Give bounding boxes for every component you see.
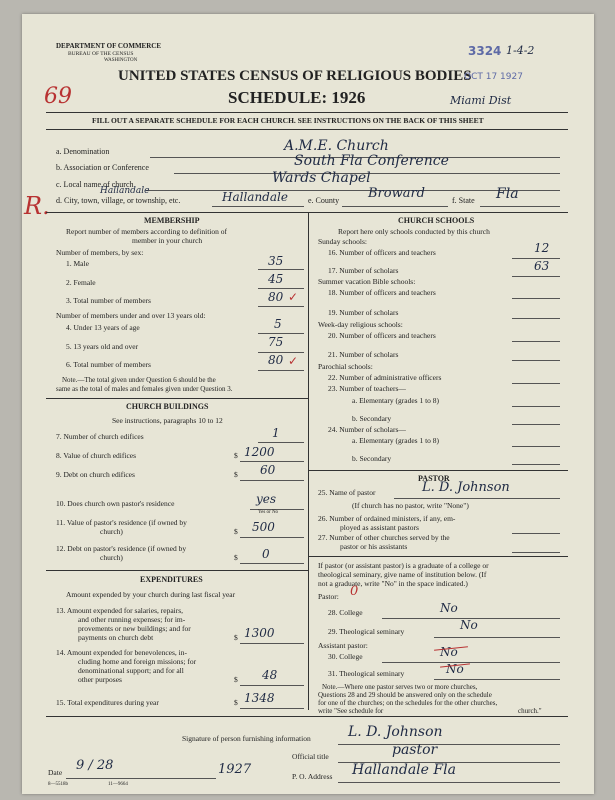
q9-dollar: $ (234, 470, 238, 479)
schools-sub: Report here only schools conducted by this church (338, 227, 490, 236)
q3-check-icon: ✓ (288, 290, 299, 304)
pastor-sublabel: Pastor: (318, 592, 339, 601)
q19-line (512, 318, 560, 319)
q8-label: 8. Value of church edifices (56, 451, 137, 460)
q7-label: 7. Number of church edifices (56, 432, 144, 441)
graduate-note2: theological seminary, give name of institution below. (If (318, 570, 487, 579)
membership-sub2: member in your church (132, 236, 203, 245)
q26-label-b: ployed as assistant pastors (340, 523, 419, 532)
q6-value: 80 (268, 353, 284, 367)
q6-check-icon: ✓ (288, 354, 299, 368)
q12-dollar: $ (234, 553, 238, 562)
graduate-note3: not a graduate, write "No" in the space indicated.) (318, 579, 468, 588)
q15-dollar: $ (234, 698, 238, 707)
state-line (480, 206, 560, 207)
q11-value: 500 (252, 520, 275, 534)
q13-label-d: payments on church debt (78, 633, 154, 642)
denomination-label: a. Denomination (56, 147, 110, 156)
q24a-line (512, 446, 560, 447)
form-title: UNITED STATES CENSUS OF RELIGIOUS BODIES (118, 68, 472, 84)
section-bottom-rule (46, 716, 568, 717)
q30-line (382, 662, 560, 663)
q30-label: 30. College (328, 652, 363, 661)
q28-label: 28. College (328, 608, 363, 617)
q23-label: 23. Number of teachers— (328, 384, 406, 393)
q14-label-a: 14. Amount expended for benevolences, in- (56, 648, 188, 657)
city-value: Hallandale (222, 190, 288, 204)
state-value: Fla (496, 186, 519, 202)
pastor-note3: for one of the churches; on the schedules for the other churches, (318, 699, 498, 707)
q17-line (512, 276, 560, 277)
schools-heading: CHURCH SCHOOLS (398, 216, 475, 225)
official-title-label: Official title (292, 752, 329, 761)
county-line (342, 206, 448, 207)
q2-line (258, 288, 304, 289)
conference-value: South Fla Conference (294, 153, 449, 169)
signature-label: Signature of person furnishing information (182, 734, 311, 743)
q15-label: 15. Total expenditures during year (56, 698, 159, 707)
local-name-value: Wards Chapel (272, 170, 371, 186)
q3-line (258, 306, 304, 307)
q31-line (434, 679, 560, 680)
q12-line (240, 563, 304, 564)
q27-label-b: pastor or his assistants (340, 542, 408, 551)
expenditures-rule (46, 570, 308, 571)
q24b-label: b. Secondary (352, 454, 392, 463)
q26-label-a: 26. Number of ordained ministers, if any, em- (318, 514, 456, 523)
form-number-1: 8—5518b (48, 782, 68, 787)
q18-line (512, 298, 560, 299)
q31-value: No (446, 662, 464, 676)
q29-label: 29. Theological seminary (328, 627, 405, 636)
q23a-line (512, 406, 560, 407)
instruction-line: FILL OUT A SEPARATE SCHEDULE FOR EACH CHURCH. SEE INSTRUCTIONS ON THE BACK OF THIS SHEET (92, 116, 484, 125)
membership-note2: same as the total of males and females given under Question 3. (56, 385, 233, 393)
pastor-note4: write "See schedule for (318, 707, 384, 715)
city-line (212, 206, 304, 207)
q9-line (240, 480, 304, 481)
date-label: Date (48, 768, 63, 777)
q11-label-b: church) (100, 527, 123, 536)
q12-label-b: church) (100, 553, 123, 562)
instruction-rule (46, 129, 568, 130)
received-date-stamp: OCT 17 1927 (464, 72, 523, 82)
dept-label: DEPARTMENT OF COMMERCE (56, 42, 162, 50)
q27-label-a: 27. Number of other churches served by the (318, 533, 450, 542)
q3-label: 3. Total number of members (66, 296, 151, 305)
city-above-value: Hallandale (100, 186, 150, 196)
schedule-title: SCHEDULE: 1926 (228, 88, 366, 107)
parochial-label: Parochial schools: (318, 362, 373, 371)
q26-line (512, 533, 560, 534)
q15-line (240, 708, 304, 709)
under-over-label: Number of members under and over 13 years old: (56, 311, 206, 320)
section-top-rule (46, 212, 568, 213)
buildings-heading: CHURCH BUILDINGS (126, 402, 209, 411)
q1-line (258, 269, 304, 270)
schedule-number-hand: 1-4-2 (506, 44, 535, 57)
signature-line (338, 744, 560, 745)
q8-value: 1200 (244, 445, 275, 459)
q17-label: 17. Number of scholars (328, 266, 399, 275)
q10-label: 10. Does church own pastor's residence (56, 499, 175, 508)
q3-value: 80 (268, 290, 284, 304)
q4-line (258, 333, 304, 334)
q29-line (434, 637, 560, 638)
q4-label: 4. Under 13 years of age (66, 323, 140, 332)
official-title-value: pastor (392, 742, 438, 758)
schedule-number-stamp: 3324 (468, 44, 502, 58)
expenditures-heading: EXPENDITURES (140, 575, 203, 584)
expenditures-sub: Amount expended by your church during last fiscal year (66, 590, 236, 599)
q5-value: 75 (268, 335, 284, 349)
q22-line (512, 383, 560, 384)
date-line (66, 778, 216, 779)
q13-label-c: provements or new buildings; and for (78, 624, 191, 633)
pastor-note2: Questions 28 and 29 should be answered only on the schedule (318, 691, 492, 699)
district-note: Miami Dist (450, 94, 512, 107)
q22-label: 22. Number of administrative officers (328, 373, 442, 382)
weekday-label: Week-day religious schools: (318, 320, 403, 329)
census-schedule-sheet (22, 14, 594, 794)
pastor-note1: Note.—Where one pastor serves two or more churches, (322, 683, 478, 691)
q20-line (512, 341, 560, 342)
city-label: WASHINGTON (104, 58, 138, 63)
q1-value: 35 (268, 254, 284, 268)
graduate-note1: If pastor (or assistant pastor) is a graduate of a college or (318, 561, 489, 570)
q24-label: 24. Number of scholars— (328, 425, 406, 434)
q13-value: 1300 (244, 626, 275, 640)
header-rule (46, 112, 568, 113)
q8-dollar: $ (234, 451, 238, 460)
pastor-heading: PASTOR (418, 474, 450, 483)
sunday-label: Sunday schools: (318, 237, 367, 246)
q10-value: yes (256, 492, 277, 506)
q25-value: L. D. Johnson (422, 480, 510, 495)
q31-label: 31. Theological seminary (328, 669, 405, 678)
po-address-label: P. O. Address (292, 772, 333, 781)
q20-label: 20. Number of officers and teachers (328, 331, 436, 340)
q12-value: 0 (262, 547, 270, 561)
q27-line (512, 552, 560, 553)
signature-value: L. D. Johnson (348, 724, 443, 740)
summer-label: Summer vacation Bible schools: (318, 277, 416, 286)
q4-value: 5 (274, 317, 282, 331)
q10-sublabel: Yes or No (258, 510, 279, 515)
graduate-rule (308, 556, 568, 557)
q6-label: 6. Total number of members (66, 360, 151, 369)
membership-sub1: Report number of members according to definition of (66, 227, 227, 236)
state-label: f. State (452, 196, 475, 205)
red-mark-69: 69 (44, 84, 72, 109)
city-label-field: d. City, town, village, or township, etc. (56, 196, 181, 205)
q16-label: 16. Number of officers and teachers (328, 248, 436, 257)
q2-value: 45 (268, 272, 284, 286)
q29-value: No (460, 618, 478, 632)
q2-label: 2. Female (66, 278, 96, 287)
pastor-rule (308, 470, 568, 471)
red-mark-r: R. (24, 192, 50, 220)
q14-line (240, 685, 304, 686)
q14-label-b: cluding home and foreign missions; for (78, 657, 197, 666)
q11-line (240, 537, 304, 538)
q28-value: No (440, 601, 458, 615)
po-address-line (338, 782, 560, 783)
buildings-sub: See instructions, paragraphs 10 to 12 (112, 416, 223, 425)
q13-label-b: and other running expenses; for im- (78, 615, 186, 624)
q11-dollar: $ (234, 527, 238, 536)
q9-label: 9. Debt on church edifices (56, 470, 135, 479)
q14-value: 48 (262, 668, 278, 682)
q19-label: 19. Number of scholars (328, 308, 399, 317)
q25-sub: (If church has no pastor, write "None") (352, 501, 469, 510)
q13-label-a: 13. Amount expended for salaries, repairs, (56, 606, 184, 615)
date-year: 1927 (218, 762, 252, 777)
membership-heading: MEMBERSHIP (144, 216, 200, 225)
date-value: 9 / 28 (76, 758, 114, 773)
q23a-label: a. Elementary (grades 1 to 8) (352, 396, 440, 405)
membership-note1: Note.—The total given under Question 6 should be the (62, 376, 216, 384)
assistant-sublabel: Assistant pastor: (318, 641, 368, 650)
q21-line (512, 360, 560, 361)
q11-label-a: 11. Value of pastor's residence (if owned by (56, 518, 187, 527)
q23b-line (512, 424, 560, 425)
q1-label: 1. Male (66, 259, 89, 268)
po-address-value: Hallandale Fla (352, 762, 456, 778)
q21-label: 21. Number of scholars (328, 350, 399, 359)
local-name-label: c. Local name of church (56, 180, 134, 189)
q9-value: 60 (260, 463, 276, 477)
q25-line (394, 498, 560, 499)
q15-value: 1348 (244, 691, 275, 705)
q13-dollar: $ (234, 633, 238, 642)
q30-value: No (440, 645, 458, 659)
q7-value: 1 (272, 426, 280, 440)
q7-line (258, 442, 304, 443)
by-sex-label: Number of members, by sex: (56, 248, 144, 257)
q24a-label: a. Elementary (grades 1 to 8) (352, 436, 440, 445)
denomination-value: A.M.E. Church (284, 138, 389, 154)
q25-label: 25. Name of pastor (318, 488, 376, 497)
q13-line (240, 643, 304, 644)
q16-value: 12 (534, 241, 550, 255)
q14-label-c: denominational support; and for all (78, 666, 184, 675)
q17-value: 63 (534, 259, 550, 273)
conference-label: b. Association or Conference (56, 163, 149, 172)
q6-line (258, 370, 304, 371)
q8-line (240, 461, 304, 462)
q23b-label: b. Secondary (352, 414, 392, 423)
pastor-red-mark: 0 (350, 584, 359, 599)
q14-label-d: other purposes (78, 675, 122, 684)
county-label: e. County (308, 196, 340, 205)
q5-label: 5. 13 years old and over (66, 342, 139, 351)
buildings-rule (46, 398, 308, 399)
q18-label: 18. Number of officers and teachers (328, 288, 436, 297)
q12-label-a: 12. Debt on pastor's residence (if owned by (56, 544, 187, 553)
q14-dollar: $ (234, 675, 238, 684)
form-number-2: 11—9664 (108, 782, 128, 787)
pastor-note5: church." (518, 707, 542, 715)
bureau-label: BUREAU OF THE CENSUS (68, 51, 134, 57)
q24b-line (512, 464, 560, 465)
column-divider (308, 212, 309, 710)
county-value: Broward (368, 186, 426, 201)
